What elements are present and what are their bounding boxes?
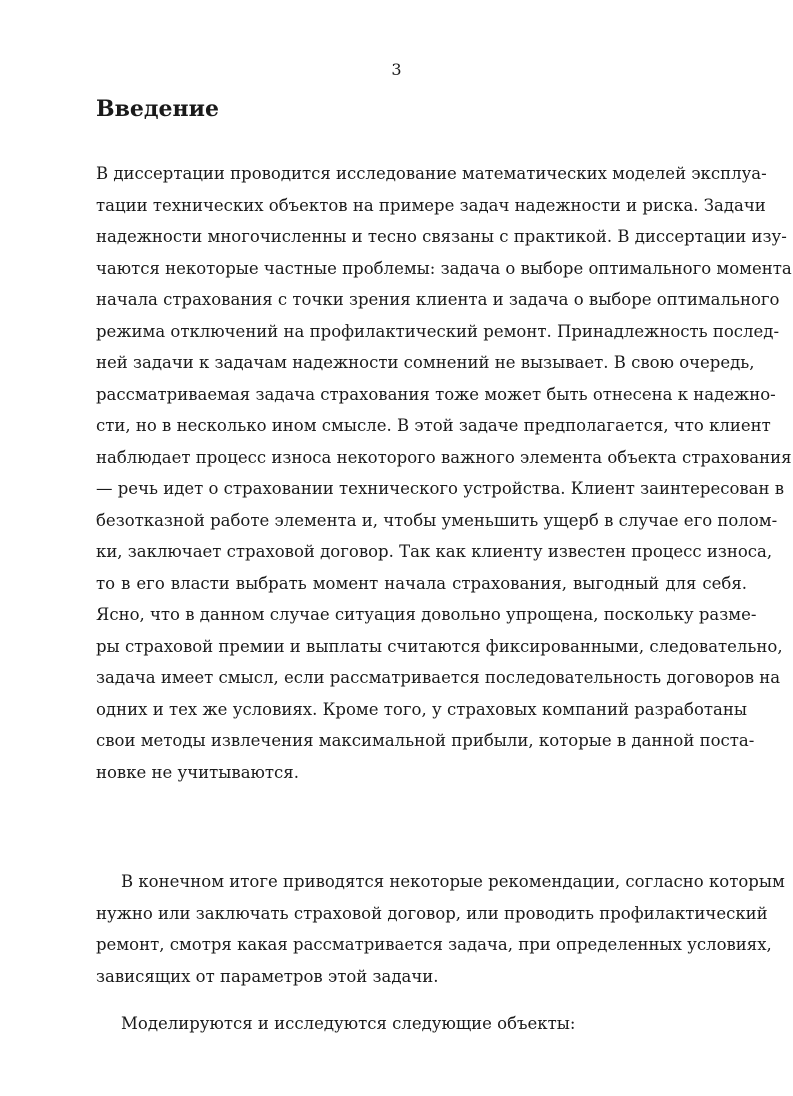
text-line: Моделируются и исследуются следующие объекты: bbox=[121, 1014, 576, 1033]
text-line: то в его власти выбрать момент начала страхования, выгодный для себя. bbox=[96, 573, 747, 593]
paragraph-intro bbox=[96, 158, 792, 788]
text-line: ры страховой премии и выплаты считаются фиксированными, следовательно, bbox=[96, 636, 783, 656]
text-line: ки, заключает страховой договор. Так как клиенту известен процесс износа, bbox=[96, 542, 773, 561]
text-line: наблюдает процесс износа некоторого важного элемента объекта страхования bbox=[96, 447, 792, 467]
text-line: нужно или заключать страховой договор, или проводить профилактический bbox=[96, 903, 768, 923]
text-line: — речь идет о страховании технического устройства. Клиент заинтересован в bbox=[96, 479, 785, 498]
paragraph-objects bbox=[96, 1008, 747, 1040]
text-line: надежности многочисленны и тесно связаны с практикой. В диссертации изу- bbox=[96, 227, 787, 246]
text-line: режима отключений на профилактический ремонт. Принадлежность послед- bbox=[96, 321, 780, 341]
text-line: свои методы извлечения максимальной прибыли, которые в данной поста- bbox=[96, 731, 755, 750]
text-line: Ясно, что в данном случае ситуация довольно упрощена, поскольку разме- bbox=[96, 605, 757, 624]
text-line: ремонт, смотря какая рассматривается задача, при определенных условиях, bbox=[96, 935, 772, 954]
text-line: тации технических объектов на примере задач надежности и риска. Задачи bbox=[96, 195, 766, 215]
text-line: одних и тех же условиях. Кроме того, у страховых компаний разработаны bbox=[96, 699, 747, 719]
text-line: зависящих от параметров этой задачи. bbox=[96, 966, 439, 986]
text-line: безотказной работе элемента и, чтобы уменьшить ущерб в случае его полом- bbox=[96, 510, 778, 530]
section-heading: Введение bbox=[96, 96, 219, 122]
text-line: новке не учитываются. bbox=[96, 762, 299, 782]
text-line: задача имеет смысл, если рассматривается последовательность договоров на bbox=[96, 668, 781, 687]
text-line: В диссертации проводится исследование математических моделей эксплуа- bbox=[96, 164, 767, 183]
paragraph-conclusion bbox=[96, 866, 785, 992]
text-line: ней задачи к задачам надежности сомнений не вызывает. В свою очередь, bbox=[96, 353, 755, 372]
text-line: В конечном итоге приводятся некоторые рекомендации, согласно которым bbox=[121, 872, 785, 891]
text-line: сти, но в несколько ином смысле. В этой задаче предполагается, что клиент bbox=[96, 416, 771, 435]
page-number: 3 bbox=[391, 60, 402, 79]
text-line: рассматриваемая задача страхования тоже может быть отнесена к надежно- bbox=[96, 384, 776, 404]
text-line: начала страхования с точки зрения клиента и задача о выборе оптимального bbox=[96, 290, 780, 309]
text-line: чаются некоторые частные проблемы: задача о выборе оптимального момента bbox=[96, 258, 792, 278]
